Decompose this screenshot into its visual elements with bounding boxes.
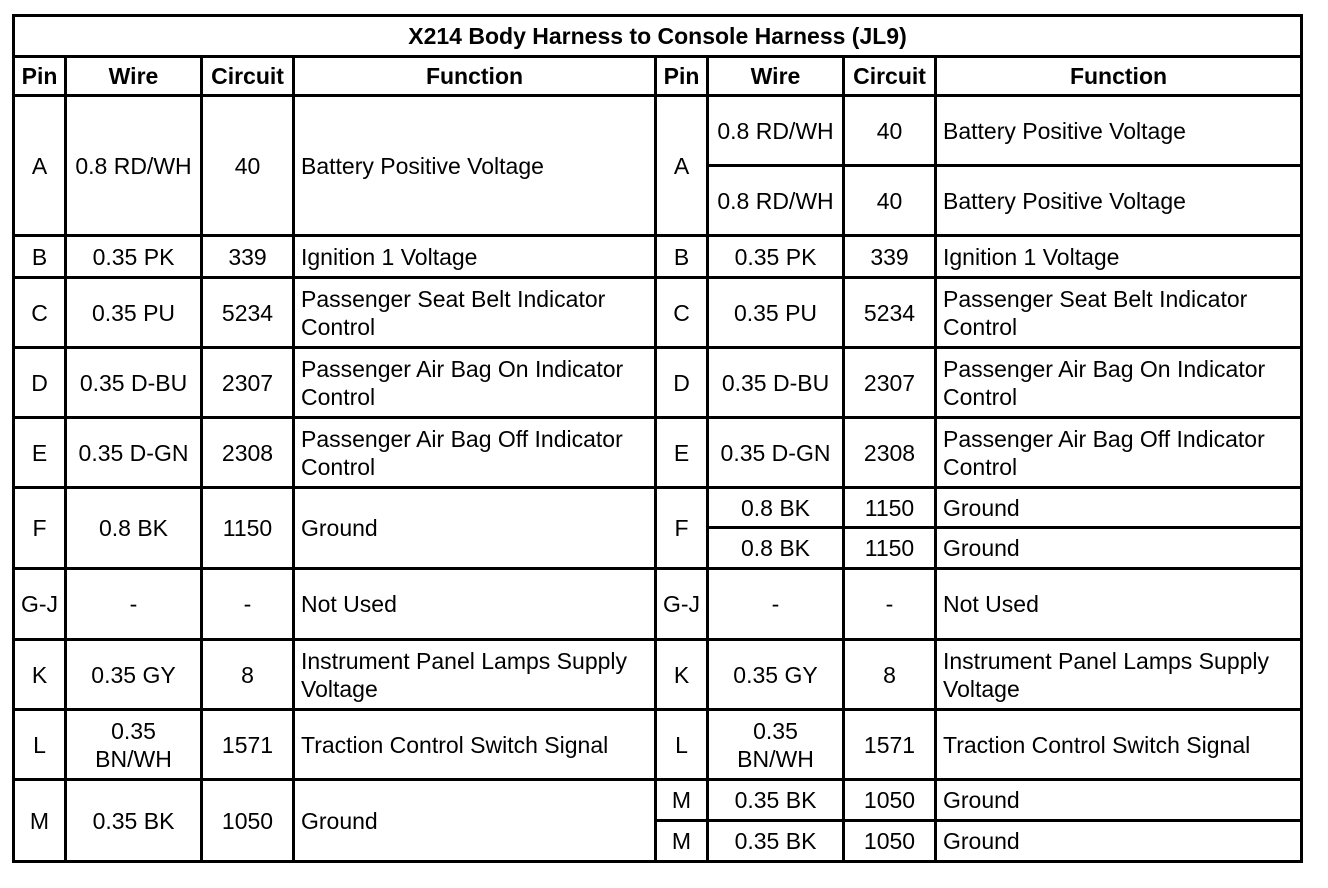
left-wire-cell: -: [66, 569, 202, 640]
table-row: [14, 348, 1302, 418]
table-body: [14, 96, 1302, 862]
right-wire-cell: 0.35 PU: [708, 278, 844, 348]
right-function-cell: Battery Positive Voltage: [936, 96, 1302, 166]
left-wire-cell: 0.35 PK: [66, 236, 202, 278]
right-wire-cell: 0.8 BK: [708, 528, 844, 569]
right-function-cell: Passenger Seat Belt Indicator Control: [936, 278, 1302, 348]
right-pin-cell: M: [656, 780, 708, 821]
right-function-cell: Battery Positive Voltage: [936, 166, 1302, 236]
header-wire-left: Wire: [66, 57, 202, 96]
left-circuit-cell: 2308: [202, 418, 294, 488]
right-circuit-cell: 339: [844, 236, 936, 278]
left-function-cell: Passenger Air Bag On Indicator Control: [294, 348, 656, 418]
header-function-left: Function: [294, 57, 656, 96]
right-circuit-cell: 1150: [844, 528, 936, 569]
right-function-cell: Traction Control Switch Signal: [936, 710, 1302, 780]
right-pin-cell: B: [656, 236, 708, 278]
right-pin-cell: L: [656, 710, 708, 780]
right-wire-cell: 0.35 BN/WH: [708, 710, 844, 780]
left-circuit-cell: 1150: [202, 488, 294, 569]
left-pin-cell: E: [14, 418, 66, 488]
left-pin-cell: D: [14, 348, 66, 418]
table-header-row: [14, 57, 1302, 96]
left-pin-cell: L: [14, 710, 66, 780]
left-function-cell: Traction Control Switch Signal: [294, 710, 656, 780]
right-function-cell: Ground: [936, 780, 1302, 821]
table-row: [14, 96, 1302, 166]
right-wire-cell: 0.35 PK: [708, 236, 844, 278]
left-wire-cell: 0.8 BK: [66, 488, 202, 569]
left-circuit-cell: -: [202, 569, 294, 640]
left-pin-cell: F: [14, 488, 66, 569]
right-wire-cell: 0.35 GY: [708, 640, 844, 710]
left-pin-cell: C: [14, 278, 66, 348]
left-wire-cell: 0.8 RD/WH: [66, 96, 202, 236]
table-row: [14, 488, 1302, 528]
header-circuit-left: Circuit: [202, 57, 294, 96]
header-circuit-right: Circuit: [844, 57, 936, 96]
left-pin-cell: A: [14, 96, 66, 236]
left-pin-cell: K: [14, 640, 66, 710]
left-function-cell: Ground: [294, 488, 656, 569]
right-pin-cell: C: [656, 278, 708, 348]
left-circuit-cell: 1571: [202, 710, 294, 780]
left-circuit-cell: 8: [202, 640, 294, 710]
right-pin-cell: M: [656, 821, 708, 862]
table-row: [14, 278, 1302, 348]
right-function-cell: Passenger Air Bag On Indicator Control: [936, 348, 1302, 418]
right-wire-cell: 0.8 RD/WH: [708, 166, 844, 236]
right-function-cell: Instrument Panel Lamps Supply Voltage: [936, 640, 1302, 710]
left-wire-cell: 0.35 D-BU: [66, 348, 202, 418]
right-circuit-cell: 1571: [844, 710, 936, 780]
right-circuit-cell: 1050: [844, 821, 936, 862]
right-wire-cell: 0.35 BK: [708, 780, 844, 821]
left-function-cell: Ignition 1 Voltage: [294, 236, 656, 278]
right-wire-cell: 0.8 BK: [708, 488, 844, 528]
header-pin-right: Pin: [656, 57, 708, 96]
right-wire-cell: -: [708, 569, 844, 640]
table-row: [14, 418, 1302, 488]
right-function-cell: Passenger Air Bag Off Indicator Control: [936, 418, 1302, 488]
right-function-cell: Ground: [936, 821, 1302, 862]
right-circuit-cell: 5234: [844, 278, 936, 348]
left-function-cell: Battery Positive Voltage: [294, 96, 656, 236]
header-function-right: Function: [936, 57, 1302, 96]
right-circuit-cell: 8: [844, 640, 936, 710]
right-circuit-cell: 2308: [844, 418, 936, 488]
right-circuit-cell: 2307: [844, 348, 936, 418]
header-wire-right: Wire: [708, 57, 844, 96]
right-function-cell: Ground: [936, 528, 1302, 569]
right-circuit-cell: 1050: [844, 780, 936, 821]
table-row: [14, 569, 1302, 640]
right-function-cell: Ground: [936, 488, 1302, 528]
right-circuit-cell: 40: [844, 96, 936, 166]
left-pin-cell: M: [14, 780, 66, 862]
right-pin-cell: G-J: [656, 569, 708, 640]
left-wire-cell: 0.35 D-GN: [66, 418, 202, 488]
right-wire-cell: 0.35 BK: [708, 821, 844, 862]
right-function-cell: Not Used: [936, 569, 1302, 640]
left-wire-cell: 0.35 BN/WH: [66, 710, 202, 780]
left-wire-cell: 0.35 BK: [66, 780, 202, 862]
right-pin-cell: D: [656, 348, 708, 418]
left-wire-cell: 0.35 PU: [66, 278, 202, 348]
left-function-cell: Passenger Seat Belt Indicator Control: [294, 278, 656, 348]
right-wire-cell: 0.8 RD/WH: [708, 96, 844, 166]
right-wire-cell: 0.35 D-GN: [708, 418, 844, 488]
right-function-cell: Ignition 1 Voltage: [936, 236, 1302, 278]
table-title-row: [14, 16, 1302, 57]
left-pin-cell: B: [14, 236, 66, 278]
right-circuit-cell: 40: [844, 166, 936, 236]
table-title: X214 Body Harness to Console Harness (JL9): [14, 16, 1302, 57]
table-row: [14, 710, 1302, 780]
connector-table: [12, 14, 1303, 863]
right-circuit-cell: -: [844, 569, 936, 640]
right-wire-cell: 0.35 D-BU: [708, 348, 844, 418]
left-function-cell: Instrument Panel Lamps Supply Voltage: [294, 640, 656, 710]
left-function-cell: Passenger Air Bag Off Indicator Control: [294, 418, 656, 488]
left-function-cell: Not Used: [294, 569, 656, 640]
header-pin-left: Pin: [14, 57, 66, 96]
table-row: [14, 640, 1302, 710]
left-wire-cell: 0.35 GY: [66, 640, 202, 710]
right-pin-cell: F: [656, 488, 708, 569]
left-circuit-cell: 40: [202, 96, 294, 236]
left-circuit-cell: 1050: [202, 780, 294, 862]
left-circuit-cell: 2307: [202, 348, 294, 418]
left-circuit-cell: 5234: [202, 278, 294, 348]
left-function-cell: Ground: [294, 780, 656, 862]
table-row: [14, 780, 1302, 821]
right-pin-cell: E: [656, 418, 708, 488]
right-circuit-cell: 1150: [844, 488, 936, 528]
table-row: [14, 236, 1302, 278]
left-pin-cell: G-J: [14, 569, 66, 640]
right-pin-cell: K: [656, 640, 708, 710]
right-pin-cell: A: [656, 96, 708, 236]
left-circuit-cell: 339: [202, 236, 294, 278]
